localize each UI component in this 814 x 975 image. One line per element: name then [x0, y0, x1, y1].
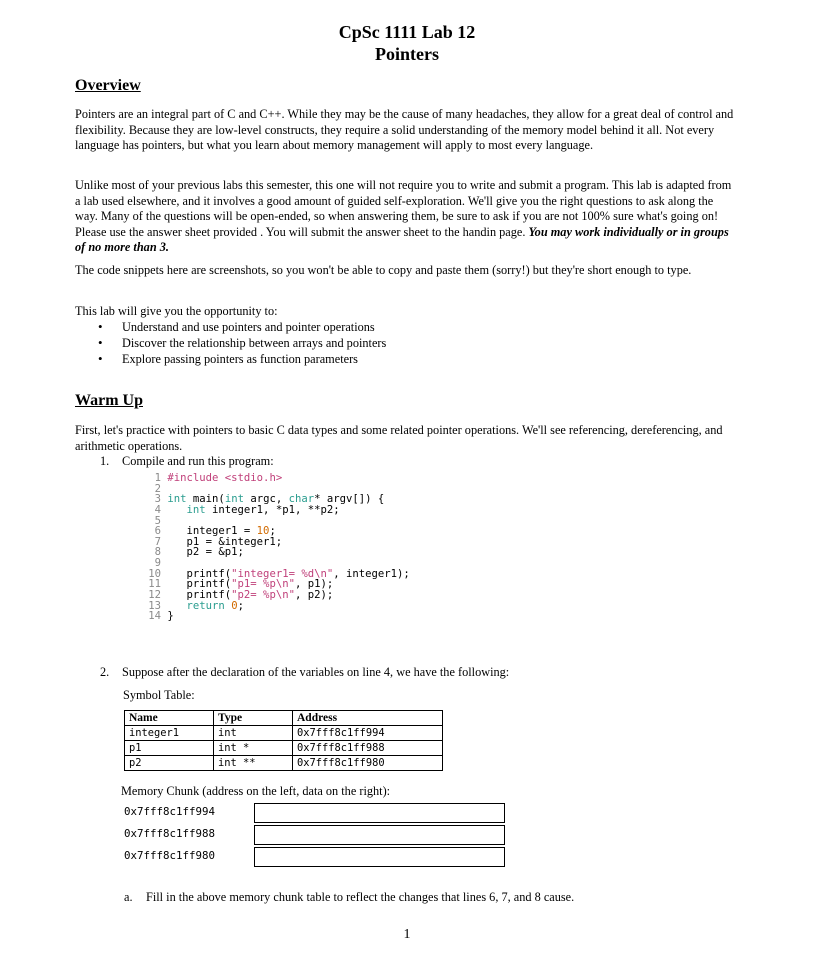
overview-paragraph-2	[75, 178, 739, 256]
step-2a-text: Fill in the above memory chunk table to reflect the changes that lines 6, 7, and 8 cause.	[146, 890, 575, 904]
memory-data-cell[interactable]	[254, 847, 505, 867]
code-line	[147, 547, 410, 558]
symbol-type: int *	[214, 741, 293, 756]
code-line-number: 8	[154, 546, 161, 559]
code-line-text: int integer1, *p1, **p2;	[186, 503, 340, 516]
symbol-name: p2	[125, 756, 214, 771]
step-2-number: 2.	[100, 665, 110, 679]
code-line-number: 6	[154, 525, 161, 538]
code-line-number: 13	[148, 599, 161, 612]
code-line-text: p2 = &p1;	[161, 546, 244, 559]
symbol-type: int **	[214, 756, 293, 771]
list-item: • Explore passing pointers as function parameters	[95, 351, 386, 367]
symbol-type: int	[214, 726, 293, 741]
symbol-table-label: Symbol Table:	[123, 688, 195, 702]
symbol-table-header-name: Name	[125, 711, 214, 726]
overview-emphasis: You may work individually or in groups of no more than 3.	[75, 224, 729, 255]
code-line-number: 10	[148, 567, 161, 580]
code-line-number: 14	[148, 610, 161, 623]
memory-data-cell[interactable]	[254, 803, 505, 823]
overview-paragraph-4: This lab will give you the opportunity to:	[75, 304, 278, 318]
code-snippet	[147, 473, 410, 622]
symbol-address: 0x7fff8c1ff988	[293, 741, 443, 756]
table-row	[125, 741, 443, 756]
memory-data-cell[interactable]	[254, 825, 505, 845]
code-line-number: 5	[154, 514, 161, 527]
symbol-name: p1	[125, 741, 214, 756]
overview-heading: Overview	[75, 77, 141, 94]
step-2-text: Suppose after the declaration of the variables on line 4, we have the following:	[122, 665, 510, 679]
code-line	[147, 473, 410, 484]
page-number: 1	[403, 927, 411, 942]
warmup-heading: Warm Up	[75, 392, 143, 409]
step-2a	[124, 890, 574, 905]
table-row	[125, 726, 443, 741]
symbol-table	[124, 710, 443, 771]
memory-chunk-label: Memory Chunk (address on the left, data on the right):	[121, 784, 391, 798]
overview-paragraph-2-text: Unlike most of your previous labs this semester, this one will not require you to write and submit a program. This lab is adapted from a lab used elsewhere, and it involves a good amount of guided self-exploration. We'll give you the right questions to ask along the way. Many of the questions will be open-ended, so when answering them, be sure to ask if you are not 100% sure what's going on! Please use the answer sheet provided . You will submit the answer sheet to the handin page.	[75, 178, 732, 239]
code-line-number: 12	[148, 589, 161, 602]
code-line-number: 2	[154, 482, 161, 495]
code-line-number: 9	[154, 557, 161, 570]
code-line-text: printf("p1= %p\n", p1);	[161, 578, 334, 591]
code-line-text: return 0;	[186, 599, 244, 612]
code-line-text: integer1 = 10;	[161, 525, 276, 538]
list-item: • Discover the relationship between arrays and pointers	[95, 335, 386, 351]
code-line-number: 7	[154, 535, 161, 548]
code-line-text: printf("integer1= %d\n", integer1);	[161, 567, 410, 580]
symbol-name: integer1	[125, 726, 214, 741]
overview-paragraph-1: Pointers are an integral part of C and C++. While they may be the cause of many headaches, they allow for a great deal of control and flexibility. Because they are low-level constructs, they require a solid understanding of the memory model behind it all. Not every language has pointers, but what you learn about memory management will apply to most every language.	[75, 107, 734, 153]
objectives-list	[95, 319, 386, 367]
step-1	[100, 454, 274, 469]
step-2	[100, 665, 509, 680]
symbol-address: 0x7fff8c1ff980	[293, 756, 443, 771]
step-1-text: Compile and run this program:	[122, 454, 274, 468]
symbol-address: 0x7fff8c1ff994	[293, 726, 443, 741]
list-item: • Understand and use pointers and pointer operations	[95, 319, 386, 335]
doc-subtitle: Pointers	[375, 44, 439, 64]
code-line-number: 4	[154, 503, 161, 516]
code-line-text: p1 = &integer1;	[161, 535, 283, 548]
table-row	[125, 756, 443, 771]
memory-address: 0x7fff8c1ff980	[124, 849, 216, 862]
memory-address: 0x7fff8c1ff994	[124, 805, 216, 818]
symbol-table-header-address: Address	[293, 711, 443, 726]
doc-title: CpSc 1111 Lab 12	[338, 22, 476, 42]
overview-paragraph-3: The code snippets here are screenshots, so you won't be able to copy and paste them (sorry!) but they're short enough to type.	[75, 263, 692, 277]
step-2a-label: a.	[124, 890, 133, 904]
code-line	[147, 611, 410, 622]
code-line-number: 1	[154, 472, 161, 484]
code-line	[147, 505, 410, 516]
code-line-number: 11	[148, 578, 161, 591]
warmup-intro: First, let's practice with pointers to basic C data types and some related pointer operations. We'll see referencing, dereferencing, and arithmetic operations.	[75, 423, 723, 453]
memory-address: 0x7fff8c1ff988	[124, 827, 216, 840]
code-line-text: #include <stdio.h>	[167, 472, 283, 484]
step-1-number: 1.	[100, 454, 110, 468]
code-line	[147, 601, 410, 612]
code-line-text: }	[161, 610, 174, 623]
code-line-number: 3	[154, 493, 161, 506]
code-line-text: printf("p2= %p\n", p2);	[161, 589, 334, 602]
code-line-text: int main(int argc, char* argv[]) {	[167, 493, 385, 506]
symbol-table-header-type: Type	[214, 711, 293, 726]
